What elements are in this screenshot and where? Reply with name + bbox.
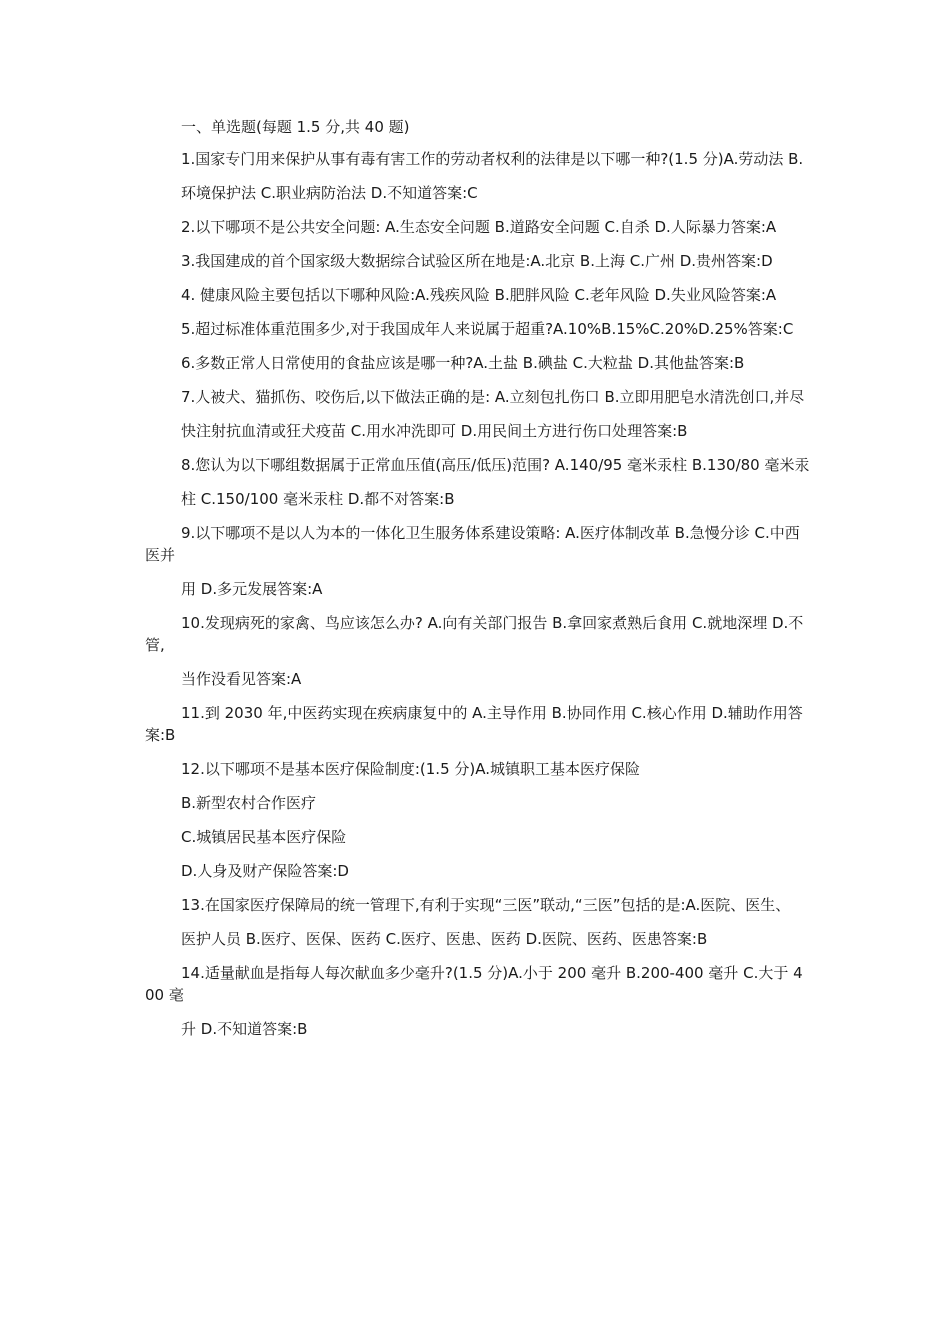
question-9: 9.以下哪项不是以人为本的一体化卫生服务体系建设策略: A.医疗体制改革 B.急慢分诊 C.中西医并	[145, 524, 800, 564]
question-2: 2.以下哪项不是公共安全问题: A.生态安全问题 B.道路安全问题 C.自杀 D.人际暴力答案:A	[181, 218, 777, 236]
question-1: 1.国家专门用来保护从事有毒有害工作的劳动者权利的法律是以下哪一种?(1.5 分)A.劳动法 B.	[181, 150, 804, 168]
question-12-option-d: D.人身及财产保险答案:D	[181, 862, 349, 880]
question-5: 5.超过标准体重范围多少,对于我国成年人来说属于超重?A.10%B.15%C.20%D.25%答案:C	[181, 320, 794, 338]
question-7-continuation: 快注射抗血清或狂犬疫苗 C.用水冲洗即可 D.用民间土方进行伤口处理答案:B	[181, 422, 688, 440]
question-14: 14.适量献血是指每人每次献血多少毫升?(1.5 分)A.小于 200 毫升 B.200-400 毫升 C.大于 400 毫	[145, 964, 803, 1004]
question-7: 7.人被犬、猫抓伤、咬伤后,以下做法正确的是: A.立刻包扎伤口 B.立即用肥皂水清洗创口,并尽	[181, 388, 805, 406]
section-heading: 一、单选题(每题 1.5 分,共 40 题)	[181, 118, 410, 136]
document-body	[145, 116, 810, 1052]
question-12: 12.以下哪项不是基本医疗保险制度:(1.5 分)A.城镇职工基本医疗保险	[181, 760, 641, 778]
question-12-option-c: C.城镇居民基本医疗保险	[181, 828, 347, 846]
question-11: 11.到 2030 年,中医药实现在疾病康复中的 A.主导作用 B.协同作用 C.核心作用 D.辅助作用答案:B	[145, 704, 803, 744]
question-8: 8.您认为以下哪组数据属于正常血压值(高压/低压)范围? A.140/95 毫米汞柱 B.130/80 毫米汞	[181, 456, 810, 474]
question-13: 13.在国家医疗保障局的统一管理下,有利于实现“三医”联动,“三医”包括的是:A.医院、医生、	[181, 896, 791, 914]
question-8-continuation: 柱 C.150/100 毫米汞柱 D.都不对答案:B	[181, 490, 455, 508]
question-12-option-b: B.新型农村合作医疗	[181, 794, 317, 812]
question-14-continuation: 升 D.不知道答案:B	[181, 1020, 308, 1038]
question-10: 10.发现病死的家禽、鸟应该怎么办? A.向有关部门报告 B.拿回家煮熟后食用 C.就地深埋 D.不管,	[145, 614, 804, 654]
question-1-continuation: 环境保护法 C.职业病防治法 D.不知道答案:C	[181, 184, 478, 202]
question-6: 6.多数正常人日常使用的食盐应该是哪一种?A.土盐 B.碘盐 C.大粒盐 D.其他盐答案:B	[181, 354, 745, 372]
question-4: 4. 健康风险主要包括以下哪种风险:A.残疾风险 B.肥胖风险 C.老年风险 D.失业风险答案:A	[181, 286, 777, 304]
question-10-continuation: 当作没看见答案:A	[181, 670, 302, 688]
question-13-continuation: 医护人员 B.医疗、医保、医药 C.医疗、医患、医药 D.医院、医药、医患答案:B	[181, 930, 708, 948]
question-3: 3.我国建成的首个国家级大数据综合试验区所在地是:A.北京 B.上海 C.广州 D.贵州答案:D	[181, 252, 773, 270]
question-9-continuation: 用 D.多元发展答案:A	[181, 580, 323, 598]
